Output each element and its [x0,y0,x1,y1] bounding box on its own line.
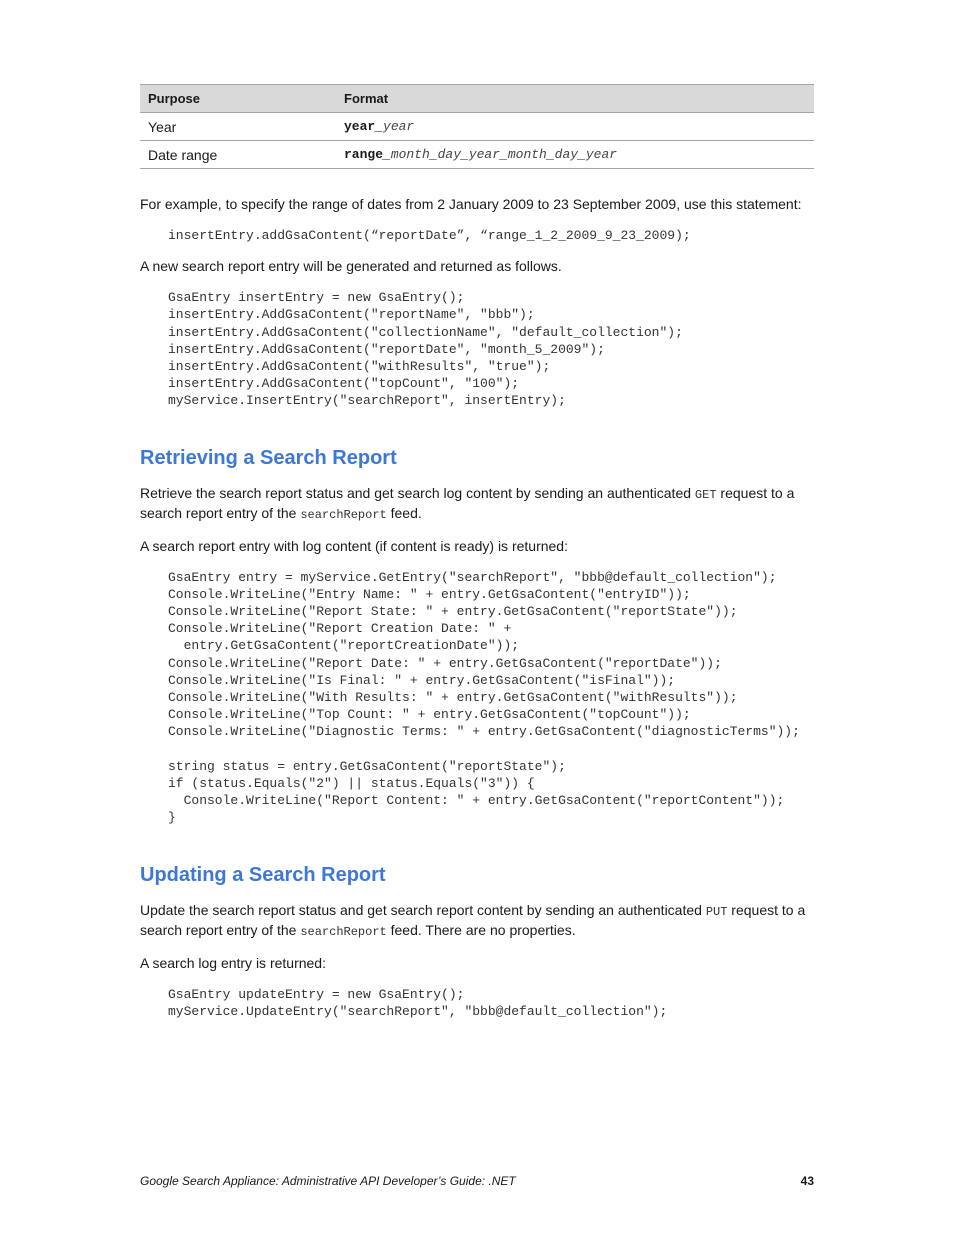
column-header-format: Format [336,85,814,113]
page-number: 43 [800,1174,814,1188]
page-content [140,84,814,1020]
inline-code-get: GET [694,487,717,502]
example-paragraph: For example, to specify the range of dates from 2 January 2009 to 23 September 2009, use this statement: [140,196,802,212]
format-cell [336,113,814,141]
purpose-cell: Date range [140,141,336,169]
format-keyword: year [344,119,376,134]
code-block-insert: GsaEntry insertEntry = new GsaEntry(); insertEntry.AddGsaContent("reportName", "bbb"); insertEntry.AddGsaContent("collectionName", "default_collection"); insertEntry.AddGsaContent("reportDate", "month_5_2009"); insertEntry.AddGsaContent("withResults", "true"); insertEntry.AddGsaContent("topCount", "100"); myService.InsertEntry("searchReport", insertEntry); [168,290,683,409]
code-block-example: insertEntry.addGsaContent(“reportDate”, “range_1_2_2009_9_23_2009); [168,228,691,243]
format-table [140,84,814,169]
table-header-row [140,85,814,113]
retrieve-returned-paragraph: A search report entry with log content (if content is ready) is returned: [140,537,568,554]
section-heading-update: Updating a Search Report [140,863,386,886]
format-keyword: range [344,147,384,162]
update-returned-paragraph: A search log entry is returned: [140,954,326,971]
footer-doc-title: Google Search Appliance: Administrative API Developer’s Guide: .NET [140,1174,516,1188]
retrieve-paragraph: Retrieve the search report status and get search log content by sending an authenticated GET request to a search report entry of the searchReport feed. [140,484,795,522]
new-entry-paragraph: A new search report entry will be generated and returned as follows. [140,258,562,275]
section-heading-retrieve: Retrieving a Search Report [140,446,397,469]
format-cell [336,141,814,169]
purpose-cell: Year [140,113,336,141]
inline-code-feed: searchReport [300,924,387,939]
inline-code-feed: searchReport [300,507,387,522]
table-row [140,113,814,141]
update-paragraph: Update the search report status and get search report content by sending an authenticated PUT request to a search report entry of the searchReport feed. There are no properties. [140,901,806,939]
format-args: _year [375,119,415,134]
inline-code-put: PUT [705,904,728,919]
table-row [140,141,814,169]
column-header-purpose: Purpose [140,85,336,113]
code-block-update: GsaEntry updateEntry = new GsaEntry(); myService.UpdateEntry("searchReport", "bbb@default_collection"); [168,986,668,1019]
format-args: _month_day_year_month_day_year [383,147,618,162]
page-footer [140,1174,814,1188]
code-block-retrieve: GsaEntry entry = myService.GetEntry("searchReport", "bbb@default_collection"); Console.WriteLine("Entry Name: " + entry.GetGsaContent("entryID")); Console.WriteLine("Report State: " + entry.GetGsaContent("reportState")); Console.WriteLine("Report Creation Date: " + entry.GetGsaContent("reportCreationDate")); Console.WriteLine("Report Date: " + entry.GetGsaContent("reportDate")); Console.WriteLine("Is Final: " + entry.GetGsaContent("isFinal")); Console.WriteLine("With Results: " + entry.GetGsaContent("withResults")); Console.WriteLine("Top Count: " + entry.GetGsaContent("topCount")); Console.WriteLine("Diagnostic Terms: " + entry.GetGsaContent("diagnosticTerms")); string status = entry.GetGsaContent("reportState"); if (status.Equals("2") || status.Equals("3")) { Console.WriteLine("Report Content: " + entry.GetGsaContent("reportContent")); } [168,569,800,826]
